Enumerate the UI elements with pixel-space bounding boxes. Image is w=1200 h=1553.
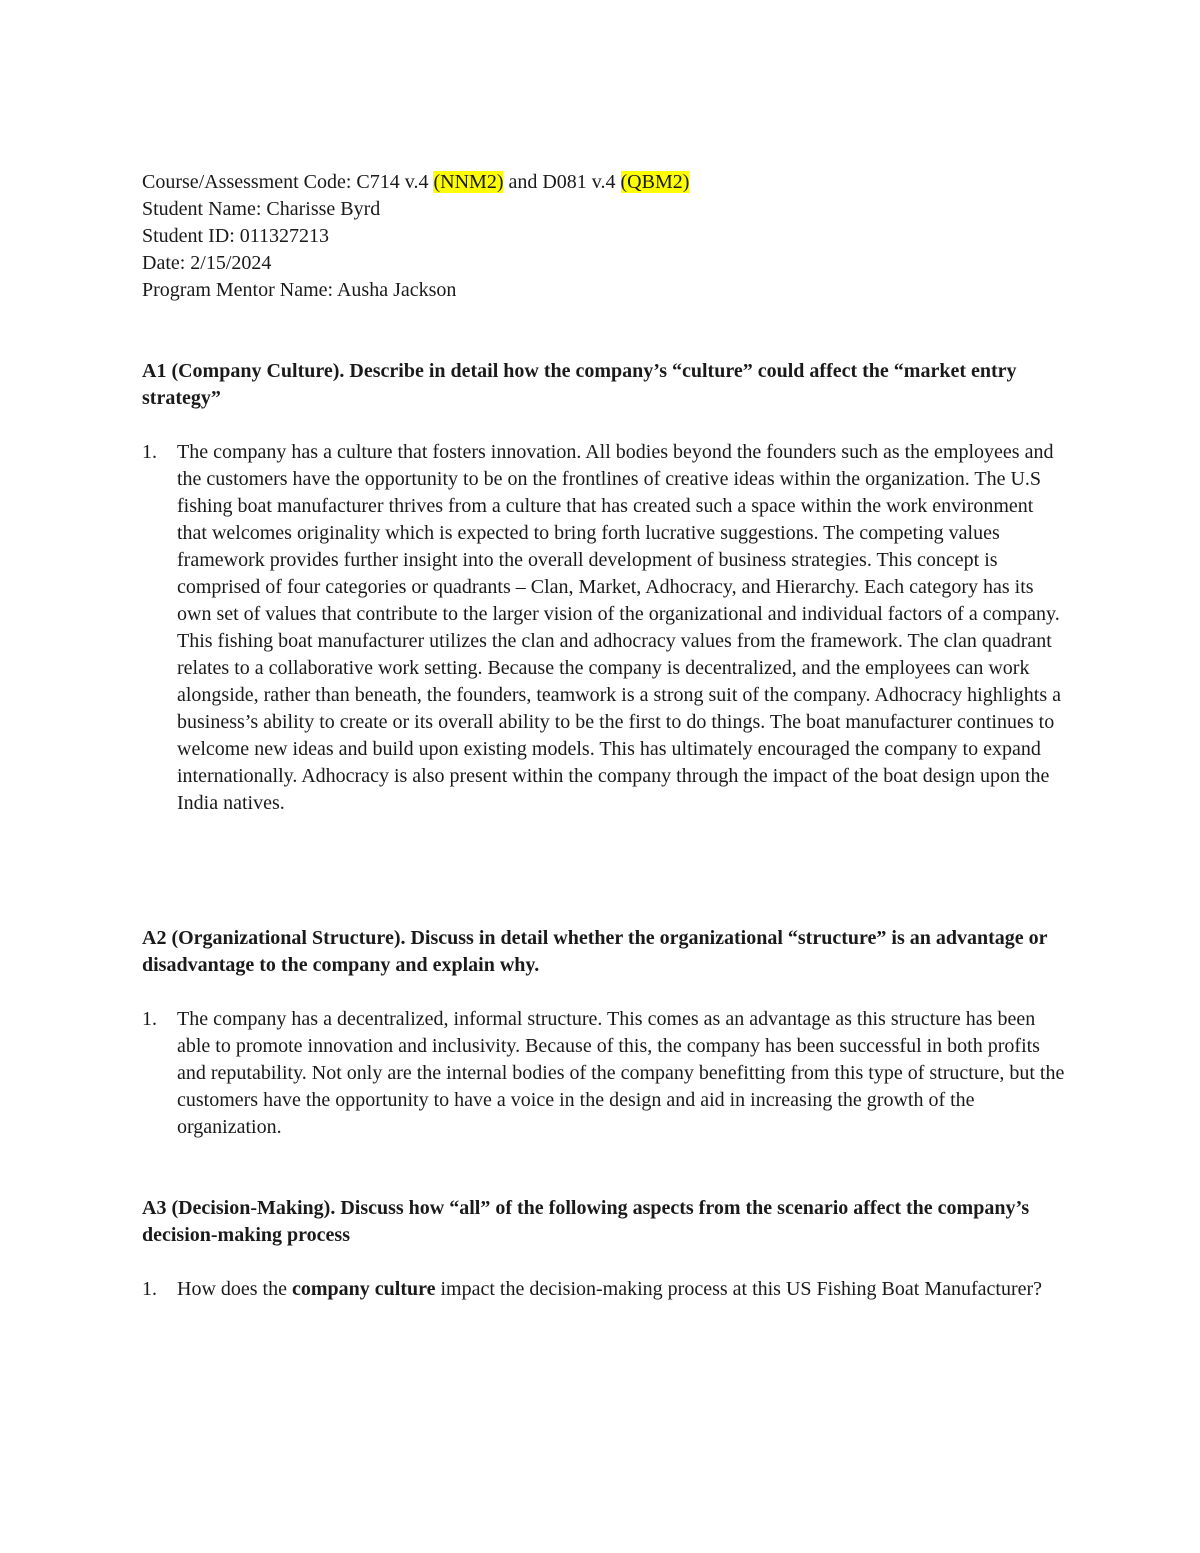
section-a1-heading: A1 (Company Culture). Describe in detail how the company’s “culture” could affect the “market entry strategy” bbox=[142, 360, 1017, 409]
section-a3-question-prefix: How does the bbox=[177, 1278, 292, 1300]
course-code-mid: and D081 v.4 bbox=[503, 171, 621, 193]
student-name: Student Name: Charisse Byrd bbox=[142, 198, 381, 220]
section-a3-heading: A3 (Decision-Making). Discuss how “all” of the following aspects from the scenario affect the company’s decision-making process bbox=[142, 1197, 1030, 1246]
section-a3-question-suffix: impact the decision-making process at this US Fishing Boat Manufacturer? bbox=[435, 1278, 1043, 1300]
document-header bbox=[142, 169, 1067, 304]
student-id: Student ID: 011327213 bbox=[142, 225, 330, 247]
section-a3-list-item bbox=[142, 1276, 1067, 1303]
course-code-nnm2: (NNM2) bbox=[433, 171, 504, 193]
section-a2-heading: A2 (Organizational Structure). Discuss in detail whether the organizational “structure” is an advantage or disadvantage to the company and explain why. bbox=[142, 927, 1048, 976]
section-a2-answer: The company has a decentralized, informal structure. This comes as an advantage as this structure has been able to promote innovation and inclusivity. Because of this, the company has been successful in both profits and reputability. Not only are the internal bodies of the company benefitting from this type of structure, but the customers have the opportunity to have a voice in the design and aid in increasing the growth of the organization. bbox=[177, 1008, 1065, 1138]
section-a2-list-item bbox=[142, 1006, 1067, 1141]
list-number: 1. bbox=[142, 441, 157, 463]
program-mentor: Program Mentor Name: Ausha Jackson bbox=[142, 279, 457, 301]
date: Date: 2/15/2024 bbox=[142, 252, 272, 274]
section-a1-list-item bbox=[142, 439, 1067, 817]
section-a3-question-bold: company culture bbox=[291, 1278, 436, 1300]
course-code-prefix: Course/Assessment Code: C714 v.4 bbox=[142, 171, 434, 193]
list-number: 1. bbox=[142, 1278, 157, 1300]
list-number: 1. bbox=[142, 1008, 157, 1030]
course-code-line bbox=[142, 169, 1067, 196]
document-page bbox=[142, 169, 1067, 1303]
course-code-qbm2: (QBM2) bbox=[620, 171, 690, 193]
section-a1-answer: The company has a culture that fosters innovation. All bodies beyond the founders such as the employees and the customers have the opportunity to be on the frontlines of creative ideas within the organization. The U.S fishing boat manufacturer thrives from a culture that has created such a space within the work environment that welcomes originality which is expected to bring forth lucrative suggestions. The competing values framework provides further insight into the overall development of business strategies. This concept is comprised of four categories or quadrants – Clan, Market, Adhocracy, and Hierarchy. Each category has its own set of values that contribute to the larger vision of the organizational and individual factors of a company. This fishing boat manufacturer utilizes the clan and adhocracy values from the framework. The clan quadrant relates to a collaborative work setting. Because the company is decentralized, and the employees can work alongside, rather than beneath, the founders, teamwork is a strong suit of the company. Adhocracy highlights a business’s ability to create or its overall ability to be the first to do things. The boat manufacturer continues to welcome new ideas and build upon existing models. This has ultimately encouraged the company to expand internationally. Adhocracy is also present within the company through the impact of the boat design upon the India natives. bbox=[177, 441, 1062, 814]
